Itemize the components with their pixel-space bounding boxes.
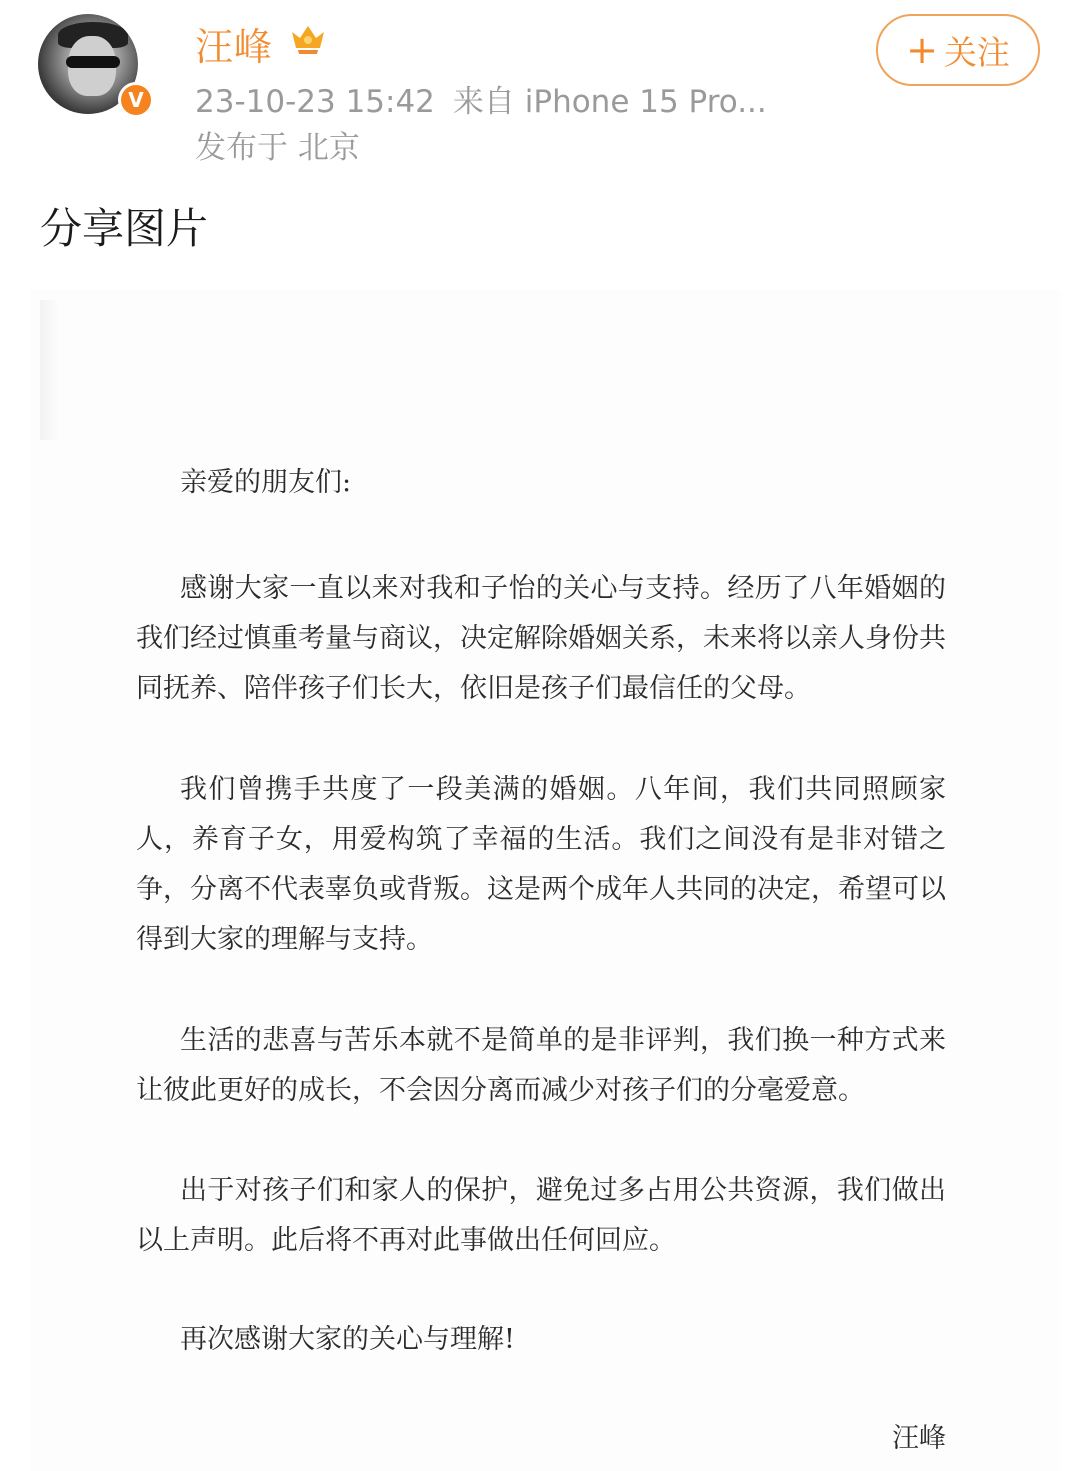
letter-paragraph: 生活的悲喜与苦乐本就不是简单的是非评判，我们换一种方式来让彼此更好的成长，不会因分离而减少对孩子们的分毫爱意。 bbox=[136, 1025, 946, 1106]
post-meta bbox=[195, 76, 767, 121]
timestamp: 23-10-23 15:42 bbox=[195, 84, 435, 120]
avatar[interactable] bbox=[38, 14, 156, 114]
follow-button[interactable] bbox=[876, 14, 1040, 86]
post-source: 来自 iPhone 15 Pro... bbox=[452, 84, 767, 120]
plus-icon: + bbox=[906, 28, 938, 72]
user-name[interactable]: 汪峰 bbox=[195, 25, 274, 69]
letter-greeting: 亲爱的朋友们: bbox=[180, 467, 352, 498]
member-crown-icon bbox=[288, 22, 328, 56]
letter-paragraph: 出于对孩子们和家人的保护，避免过多占用公共资源，我们做出以上声明。此后将不再对此事做出任何回应。 bbox=[136, 1175, 946, 1256]
shared-image[interactable] bbox=[30, 290, 1060, 1471]
verified-badge-icon: V bbox=[118, 82, 154, 118]
post-location: 发布于 北京 bbox=[195, 130, 360, 166]
letter-paragraph: 我们曾携手共度了一段美满的婚姻。八年间，我们共同照顾家人，养育子女，用爱构筑了幸福的生活。我们之间没有是非对错之争，分离不代表辜负或背叛。这是两个成年人共同的决定，希望可以得到大家的理解与支持。 bbox=[136, 774, 946, 955]
letter-paragraph: 感谢大家一直以来对我和子怡的关心与支持。经历了八年婚姻的我们经过慎重考量与商议，决定解除婚姻关系，未来将以亲人身份共同抚养、陪伴孩子们长大，依旧是孩子们最信任的父母。 bbox=[136, 573, 946, 704]
image-edge bbox=[40, 300, 60, 440]
post-text: 分享图片 bbox=[40, 204, 209, 253]
letter-closing: 再次感谢大家的关心与理解! bbox=[180, 1324, 515, 1355]
letter-signature: 汪峰 bbox=[892, 1423, 946, 1454]
follow-label: 关注 bbox=[943, 32, 1010, 72]
post-header bbox=[0, 0, 1080, 175]
